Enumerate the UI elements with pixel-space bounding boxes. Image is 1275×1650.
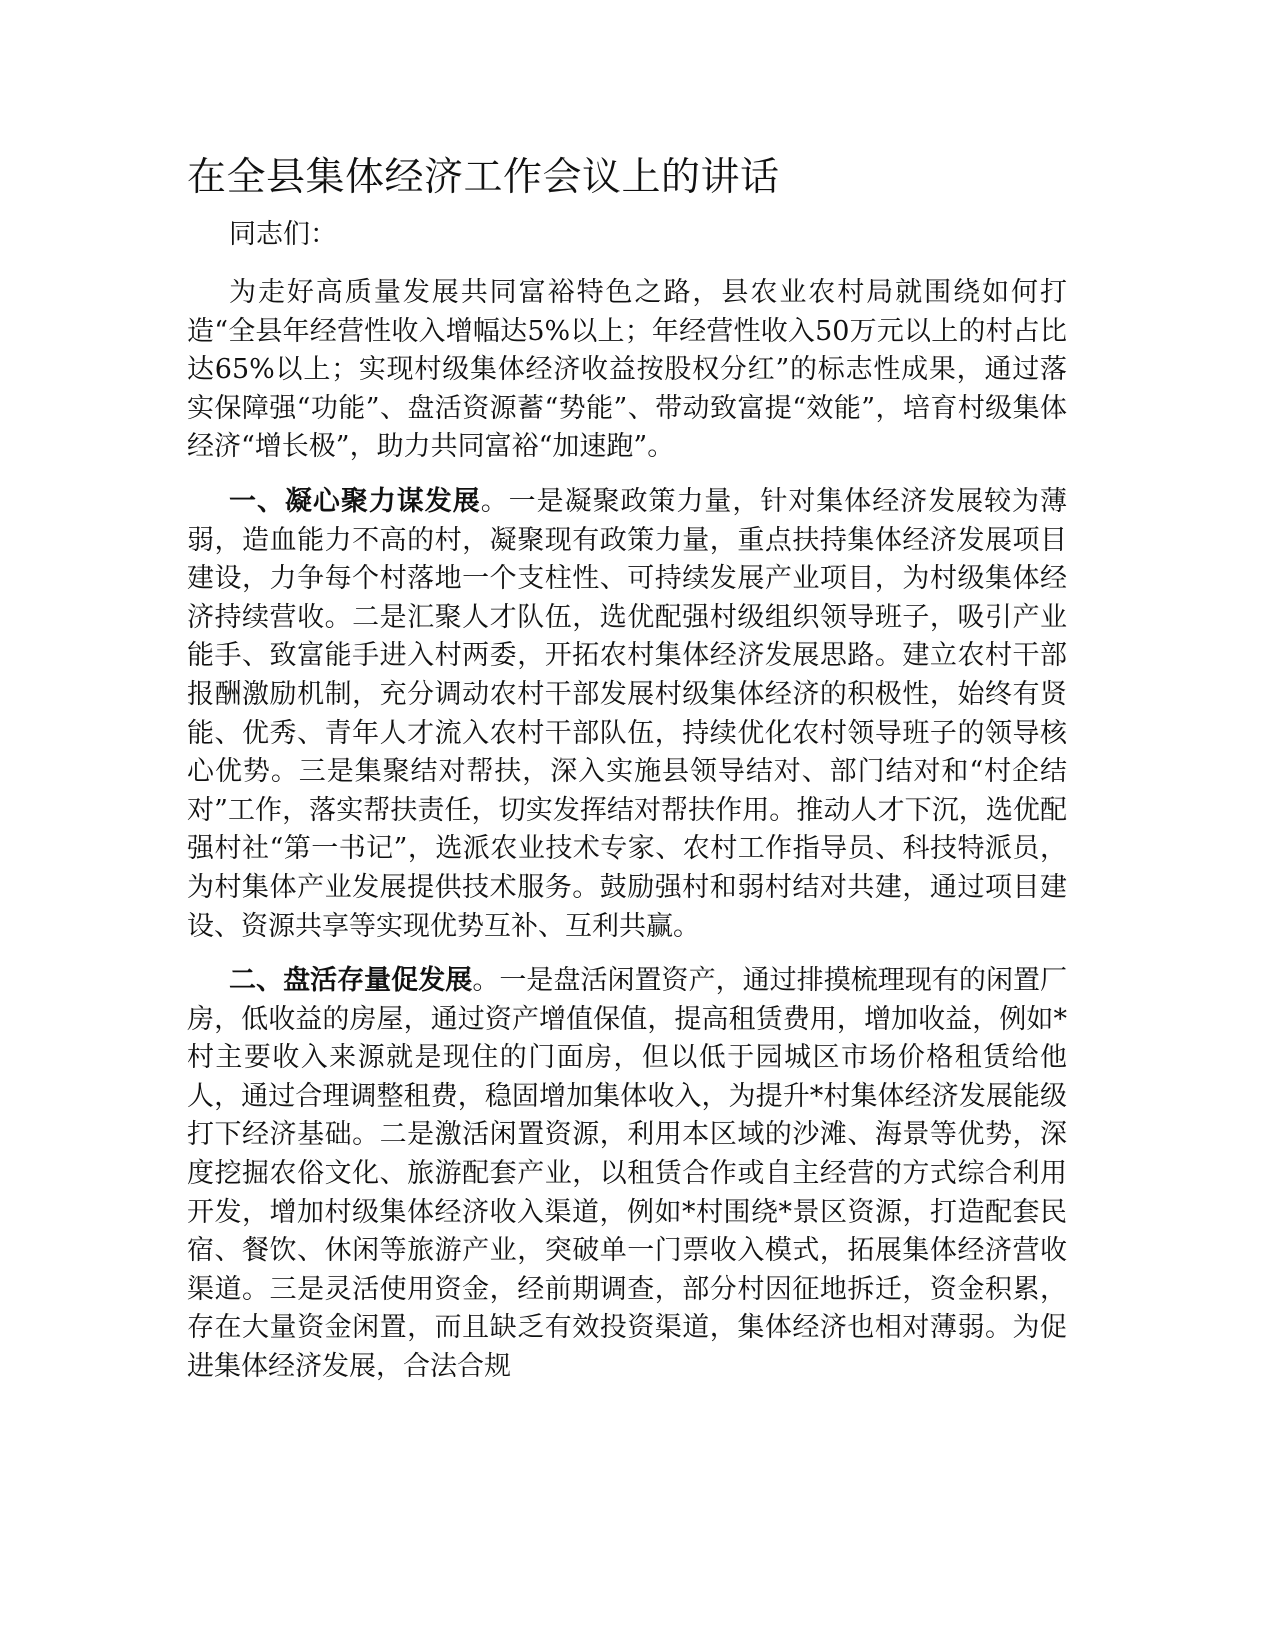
intro-paragraph: 为走好高质量发展共同富裕特色之路，县农业农村局就围绕如何打造“全县年经营性收入增幅达5%以上；年经营性收入50万元以上的村占比达65%以上；实现村级集体经济收益按股权分红”的标志性成果，通过落实保障强“功能”、盘活资源蓄“势能”、带动致富提“效能”，培育村级集体经济“增长极”，助力共同富裕“加速跑”。: [187, 277, 1067, 463]
section-paragraph-2: [187, 962, 1067, 1387]
section-heading-2: 二、盘活存量促发展: [229, 965, 473, 997]
salutation: 同志们：: [229, 219, 337, 250]
section-paragraph-1: [187, 483, 1067, 946]
section-body-1: 。一是凝聚政策力量，针对集体经济发展较为薄弱，造血能力不高的村，凝聚现有政策力量，重点扶持集体经济发展项目建设，力争每个村落地一个支柱性、可持续发展产业项目，为村级集体经济持续营收。二是汇聚人才队伍，选优配强村级组织领导班子，吸引产业能手、致富能手进入村两委，开拓农村集体经济发展思路。建立农村干部报酬激励机制，充分调动农村干部发展村级集体经济的积极性，始终有贤能、优秀、青年人才流入农村干部队伍，持续优化农村领导班子的领导核心优势。三是集聚结对帮扶，深入实施县领导结对、部门结对和“村企结对”工作，落实帮扶责任，切实发挥结对帮扶作用。推动人才下沉，选优配强村社“第一书记”，选派农业技术专家、农村工作指导员、科技特派员，为村集体产业发展提供技术服务。鼓励强村和弱村结对共建，通过项目建设、资源共享等实现优势互补、互利共赢。: [187, 485, 1068, 942]
document-page: [187, 148, 1067, 1403]
section-body-2: 。一是盘活闲置资产，通过排摸梳理现有的闲置厂房，低收益的房屋，通过资产增值保值，提高租赁费用，增加收益，例如*村主要收入来源就是现住的门面房，但以低于园城区市场价格租赁给他人，通过合理调整租费，稳固增加集体收入，为提升*村集体经济发展能级打下经济基础。二是激活闲置资源，利用本区域的沙滩、海景等优势，深度挖掘农俗文化、旅游配套产业，以租赁合作或自主经营的方式综合利用开发，增加村级集体经济收入渠道，例如*村围绕*景区资源，打造配套民宿、餐饮、休闲等旅游产业，突破单一门票收入模式，拓展集体经济营收渠道。三是灵活使用资金，经前期调查，部分村因征地拆迁，资金积累，存在大量资金闲置，而且缺乏有效投资渠道，集体经济也相对薄弱。为促进集体经济发展，合法合规: [187, 965, 1068, 1383]
section-heading-1: 一、凝心聚力谋发展: [229, 485, 481, 517]
document-title: 在全县集体经济工作会议上的讲话: [187, 155, 780, 200]
